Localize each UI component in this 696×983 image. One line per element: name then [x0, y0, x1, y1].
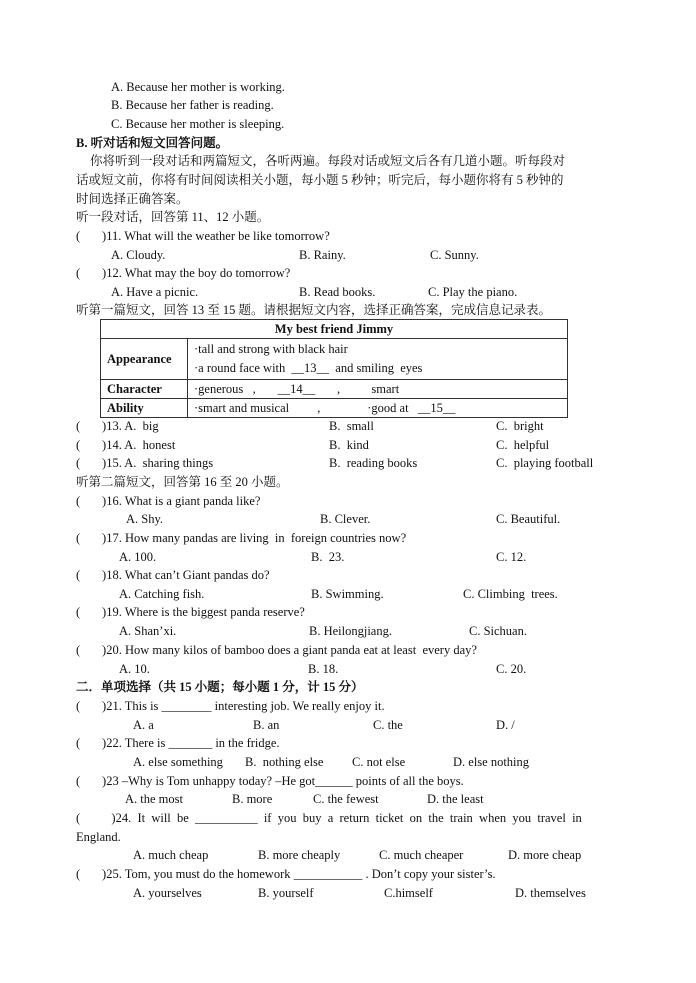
- q20-option-c: C. 20.: [496, 662, 527, 676]
- q22-option-a: A. else something: [133, 755, 223, 769]
- q16-option-c: C. Beautiful.: [496, 512, 561, 526]
- q11-option-b: B. Rainy.: [299, 248, 346, 262]
- q17-option-b: B. 23.: [311, 550, 345, 564]
- question-14: ( )14. A. honest: [76, 438, 176, 452]
- instruction-line-1: 你将听到一段对话和两篇短文，各听两遍。每段对话或短文后各有几道小题。听每段对: [90, 154, 566, 168]
- q23-option-d: D. the least: [427, 792, 484, 806]
- character-value: ·generous , __14__ , smart: [188, 380, 568, 399]
- q18-option-b: B. Swimming.: [311, 587, 384, 601]
- passage-2-intro: 听第二篇短文，回答第 16 至 20 小题。: [76, 475, 289, 489]
- dialog-intro: 听一段对话，回答第 11、12 小题。: [76, 210, 270, 224]
- q22-option-b: B. nothing else: [245, 755, 324, 769]
- question-20: ( )20. How many kilos of bamboo does a giant panda eat at least every day?: [76, 643, 477, 657]
- option-a: A. Because her mother is working.: [111, 80, 285, 94]
- part-2-heading: 二．单项选择（共 15 小题；每小题 1 分，计 15 分）: [76, 680, 364, 694]
- ability-label: Ability: [101, 399, 188, 418]
- question-18: ( )18. What can’t Giant pandas do?: [76, 568, 270, 582]
- q15-option-b: B. reading books: [329, 456, 418, 470]
- q24-option-d: D. more cheap: [508, 848, 582, 862]
- option-b: B. Because her father is reading.: [111, 98, 274, 112]
- q12-option-c: C. Play the piano.: [428, 285, 518, 299]
- q19-option-b: B. Heilongjiang.: [309, 624, 392, 638]
- question-11: ( )11. What will the weather be like tomorrow?: [76, 229, 330, 243]
- character-label: Character: [101, 380, 188, 399]
- question-12: ( )12. What may the boy do tomorrow?: [76, 266, 291, 280]
- q15-option-c: C. playing football: [496, 456, 594, 470]
- q13-option-b: B. small: [329, 419, 374, 433]
- passage-1-intro: 听第一篇短文，回答 13 至 15 题。请根据短文内容，选择正确答案，完成信息记录表。: [76, 303, 552, 317]
- appearance-label: Appearance: [101, 339, 188, 380]
- q25-option-a: A. yourselves: [133, 886, 202, 900]
- q17-option-c: C. 12.: [496, 550, 527, 564]
- q11-option-c: C. Sunny.: [430, 248, 479, 262]
- q19-option-c: C. Sichuan.: [469, 624, 527, 638]
- q25-option-c: C.himself: [384, 886, 433, 900]
- q24-option-a: A. much cheap: [133, 848, 209, 862]
- question-23: ( )23 –Why is Tom unhappy today? –He got______ points of all the boys.: [76, 774, 464, 788]
- q16-option-a: A. Shy.: [126, 512, 164, 526]
- q17-option-a: A. 100.: [119, 550, 157, 564]
- appearance-line-1: ·tall and strong with black hair: [194, 342, 348, 356]
- question-25: ( )25. Tom, you must do the homework ___________ . Don’t copy your sister’s.: [76, 867, 496, 881]
- question-22: ( )22. There is _______ in the fridge.: [76, 736, 280, 750]
- info-record-table: [100, 319, 568, 418]
- q22-option-c: C. not else: [352, 755, 406, 769]
- q21-option-c: C. the: [373, 718, 403, 732]
- q23-option-b: B. more: [232, 792, 273, 806]
- q20-option-a: A. 10.: [119, 662, 150, 676]
- q23-option-c: C. the fewest: [313, 792, 379, 806]
- q21-option-d: D. /: [496, 718, 515, 732]
- instruction-line-3: 时间选择正确答案。: [76, 192, 189, 206]
- section-b-heading: B. 听对话和短文回答问题。: [76, 136, 229, 150]
- q25-option-b: B. yourself: [258, 886, 314, 900]
- ability-value: ·smart and musical , ·good at __15__: [188, 399, 568, 418]
- option-c: C. Because her mother is sleeping.: [111, 117, 285, 131]
- q14-option-b: B. kind: [329, 438, 369, 452]
- q20-option-b: B. 18.: [308, 662, 339, 676]
- q16-option-b: B. Clever.: [320, 512, 371, 526]
- q19-option-a: A. Shan’xi.: [119, 624, 177, 638]
- question-16: ( )16. What is a giant panda like?: [76, 494, 261, 508]
- question-15: ( )15. A. sharing things: [76, 456, 214, 470]
- q21-option-b: B. an: [253, 718, 280, 732]
- question-19: ( )19. Where is the biggest panda reserve?: [76, 605, 305, 619]
- q12-option-a: A. Have a picnic.: [111, 285, 199, 299]
- q13-option-c: C. bright: [496, 419, 544, 433]
- q23-option-a: A. the most: [125, 792, 183, 806]
- q24-option-c: C. much cheaper: [379, 848, 464, 862]
- q11-option-a: A. Cloudy.: [111, 248, 166, 262]
- q21-option-a: A. a: [133, 718, 154, 732]
- question-13: ( )13. A. big: [76, 419, 159, 433]
- q18-option-c: C. Climbing trees.: [463, 587, 558, 601]
- table-title: My best friend Jimmy: [101, 320, 568, 339]
- q18-option-a: A. Catching fish.: [119, 587, 205, 601]
- question-21: ( )21. This is ________ interesting job. We really enjoy it.: [76, 699, 385, 713]
- q14-option-c: C. helpful: [496, 438, 550, 452]
- q12-option-b: B. Read books.: [299, 285, 376, 299]
- question-24-continued: England.: [76, 830, 121, 844]
- instruction-line-2: 话或短文前，你将有时间阅读相关小题，每小题 5 秒钟；听完后，每小题你将有 5 秒钟的: [76, 173, 564, 187]
- appearance-line-2: ·a round face with __13__ and smiling eyes: [194, 361, 423, 375]
- question-24: ( )24. It will be __________ if you buy a return ticket on the train when you travel in: [76, 811, 582, 825]
- q25-option-d: D. themselves: [515, 886, 586, 900]
- q24-option-b: B. more cheaply: [258, 848, 341, 862]
- q22-option-d: D. else nothing: [453, 755, 530, 769]
- question-17: ( )17. How many pandas are living in foreign countries now?: [76, 531, 407, 545]
- appearance-value: [188, 339, 568, 380]
